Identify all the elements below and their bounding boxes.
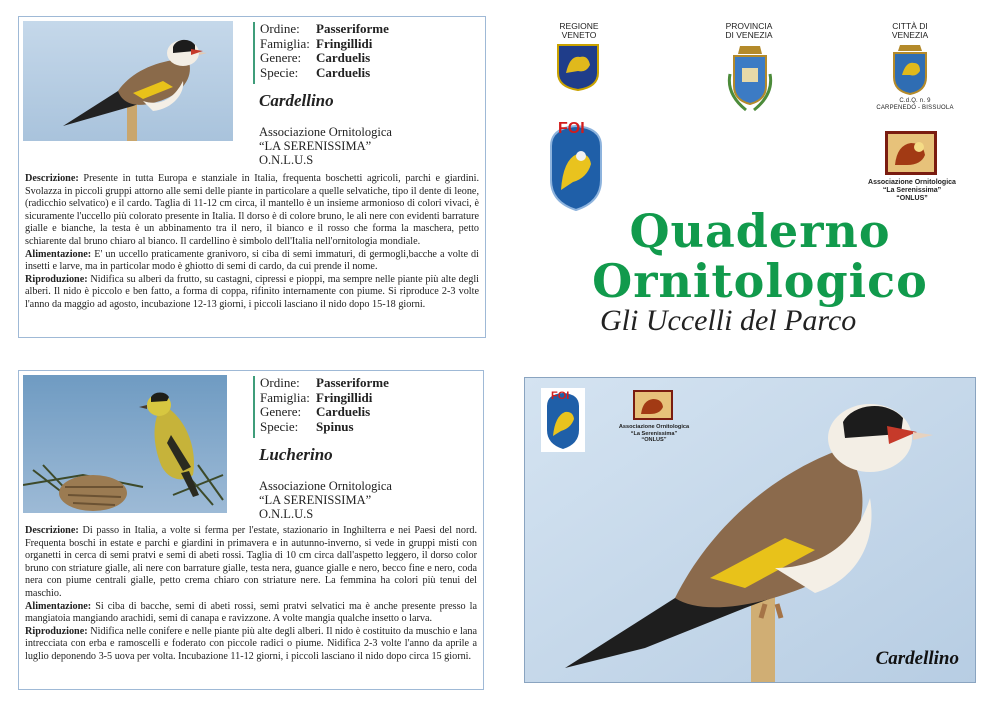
- taxonomy-divider: [253, 22, 255, 84]
- caption-line: Associazione Ornitologica: [868, 179, 956, 186]
- description-label: Descrizione:: [25, 173, 79, 184]
- association-logo-caption: [856, 179, 968, 203]
- association-line: Associazione Ornitologica: [259, 479, 392, 493]
- taxonomy-value: Fringillidi: [316, 35, 373, 51]
- cover-subtitle: Gli Uccelli del Parco: [600, 304, 857, 337]
- taxonomy-value: Passeriforme: [316, 375, 389, 390]
- reproduction-text: Nidifica nelle conifere e nelle piante più alte degli alberi. Il nido è costituito da muschio e lana intrecciata con erba e ramoscelli e foderato con piccole radici o piume. Nidifica 2-3 volte l'anno da aprile a luglio deponendo 3-5 uova per volta. Incubazione 11-12 giorni, i piccoli lasciano il nido dopo circa 15 giorni.: [25, 625, 477, 662]
- food-label: Alimentazione:: [25, 248, 92, 260]
- association-line: “LA SERENISSIMA”: [259, 139, 372, 153]
- taxonomy-row: [260, 37, 389, 52]
- citta-venezia-crest-icon: [890, 43, 930, 95]
- taxonomy-key: Famiglia:: [260, 389, 310, 405]
- taxonomy-row: [260, 22, 389, 37]
- species-description: [25, 525, 477, 664]
- taxonomy-value: Carduelis: [316, 404, 371, 419]
- taxonomy-value: Carduelis: [316, 50, 371, 65]
- serenissima-lion-logo-icon: [885, 131, 937, 175]
- taxonomy-table: [260, 376, 389, 434]
- association-line: O.N.L.U.S: [259, 153, 314, 167]
- food-label: Alimentazione:: [25, 600, 92, 612]
- description-label: Descrizione:: [25, 525, 79, 536]
- caption-line: “La Serenissima”: [882, 187, 942, 194]
- front-serenissima-logo-icon: [633, 390, 673, 420]
- species-card-cardellino: [18, 16, 486, 338]
- taxonomy-key: Specie:: [260, 418, 299, 434]
- siskin-photo: [23, 375, 227, 513]
- cover-title-line: Quaderno: [629, 204, 891, 258]
- logo-title-line: VENEZIA: [891, 30, 929, 40]
- taxonomy-key: Genere:: [260, 404, 302, 419]
- regione-veneto-crest-icon: [556, 43, 600, 91]
- taxonomy-value: Carduelis: [316, 64, 371, 80]
- taxonomy-key: Ordine:: [260, 21, 300, 36]
- regione-veneto-label: [548, 22, 610, 40]
- species-name: Cardellino: [259, 91, 334, 110]
- foi-logo-text: FOI: [558, 120, 585, 137]
- logo-title-line: PROVINCIA: [725, 21, 773, 31]
- association-line: Associazione Ornitologica: [259, 125, 392, 139]
- caption-line: C.d.Q. n. 9: [899, 98, 931, 104]
- food-text: Si ciba di bacche, semi di abeti rossi, semi pratvi selvatici ma è anche presente presso la mangiatoia mangiando arachidi, semi di canapa e ravizzone. A volte mangia qualche insetto o larva.: [25, 600, 477, 625]
- reproduction-text: Nidifica su alberi da frutto, su castagni, cipressi e pioppi, ma sempre nelle piante più alte degli alberi. Il nido è piccolo e ben fatto, a forma di coppa, rifinito internamente con piume. Si riproduce 2-3 volte l'anno da maggio ad agosto, incubazione 12-13 giorni, i piccoli lasciano il nido dopo 15-18 giorni.: [25, 273, 479, 310]
- caption-line: “ONLUS”: [641, 437, 667, 443]
- citta-venezia-label: [882, 22, 938, 40]
- association-name: [259, 479, 392, 521]
- front-cover-panel: [524, 377, 976, 683]
- taxonomy-key: Specie:: [260, 64, 299, 80]
- taxonomy-row: [260, 66, 389, 81]
- provincia-venezia-label: [713, 22, 785, 40]
- taxonomy-key: Famiglia:: [260, 35, 310, 51]
- reproduction-label: Riproduzione:: [25, 273, 88, 285]
- caption-line: CARPENEDO - BISSUOLA: [876, 105, 954, 111]
- caption-line: Associazione Ornitologica: [618, 424, 690, 430]
- taxonomy-value: Fringillidi: [316, 389, 373, 405]
- association-line: O.N.L.U.S: [259, 507, 314, 521]
- logo-title-line: DI VENEZIA: [725, 30, 773, 40]
- provincia-venezia-crest-icon: [726, 44, 774, 114]
- taxonomy-value: Passeriforme: [316, 21, 389, 36]
- front-logo-group: [541, 388, 701, 458]
- taxonomy-divider: [253, 376, 255, 438]
- taxonomy-table: [260, 22, 389, 80]
- species-name: Lucherino: [259, 445, 333, 464]
- species-card-lucherino: [18, 370, 484, 690]
- description-text: Presente in tutta Europa e stanziale in Italia, frequenta boschetti agricoli, parchi e giardini. Svolazza in piccoli gruppi attorno alle semi delle piante in particolare a quelle selvatiche, tipo il dente di leone, (radicchio selvatico) e il cardo. Taglia di 11-12 cm circa, il mantello è un insieme armonioso di colori vivaci, è sicuramente l'uccello più colorato presente in Italia. Il dorso è di colore bruno, le ali nere con evidenti barrature gialle e bianche, la testa è un abbinamento tra il nero, il bianco e il rosso che forma la maschera, petto schiarente dal bruno chiaro al bianco. Il cardellino è simbolo dell'Italia nell'ornitologia mondiale.: [25, 173, 479, 247]
- association-line: “LA SERENISSIMA”: [259, 493, 372, 507]
- cover-title-line: Ornitologico: [592, 254, 928, 308]
- taxonomy-row: [260, 51, 389, 66]
- food-text: E' un uccello praticamente granivoro, si ciba di semi immaturi, di germogli,bacche a volte di insetti e larve, ma in particolar modo è ghiotto di semi di cardo, da cui prende il nome.: [25, 248, 479, 273]
- taxonomy-value: Spinus: [316, 418, 354, 434]
- taxonomy-row: [260, 376, 389, 391]
- caption-line: “La Serenissima”: [630, 430, 678, 437]
- front-foi-text: FOI: [551, 390, 570, 402]
- reproduction-label: Riproduzione:: [25, 625, 88, 637]
- goldfinch-photo: [23, 21, 233, 141]
- front-association-caption: [607, 424, 701, 444]
- species-description: [25, 173, 479, 312]
- taxonomy-row: [260, 405, 389, 420]
- cover-title: [560, 206, 960, 306]
- taxonomy-key: Genere:: [260, 50, 302, 65]
- logo-title-line: CITTÀ DI: [892, 21, 928, 31]
- description-text: Di passo in Italia, a volte si ferma per l'estate, stazionario in Inghilterra e nei Paesi del nord. Frequenta boschi in estate e parchi e giardini in primavera e in autunno-inverno, si vede in gruppi misti con organetti in cerca di semi pratvi e semi di abeti rossi. Taglia di 10 cm circa dall'aspetto leggero, il dorso color bruno con striature gialle, ali nere con barrature gialle, testa nera, guance gialle e nero, becco fine e nero, coda nera con piume centrali gialle, petto crema chiaro con striature nere. La femmina ha colori più tenui del maschio.: [25, 525, 477, 599]
- logo-title-line: VENETO: [561, 30, 597, 40]
- cover-bird-name: Cardellino: [875, 648, 959, 669]
- taxonomy-key: Ordine:: [260, 375, 300, 390]
- caption-line: “ONLUS”: [896, 195, 928, 202]
- taxonomy-row: [260, 420, 389, 435]
- taxonomy-row: [260, 391, 389, 406]
- association-name: [259, 125, 392, 167]
- logo-title-line: REGIONE: [559, 21, 599, 31]
- citta-venezia-caption: [870, 98, 960, 112]
